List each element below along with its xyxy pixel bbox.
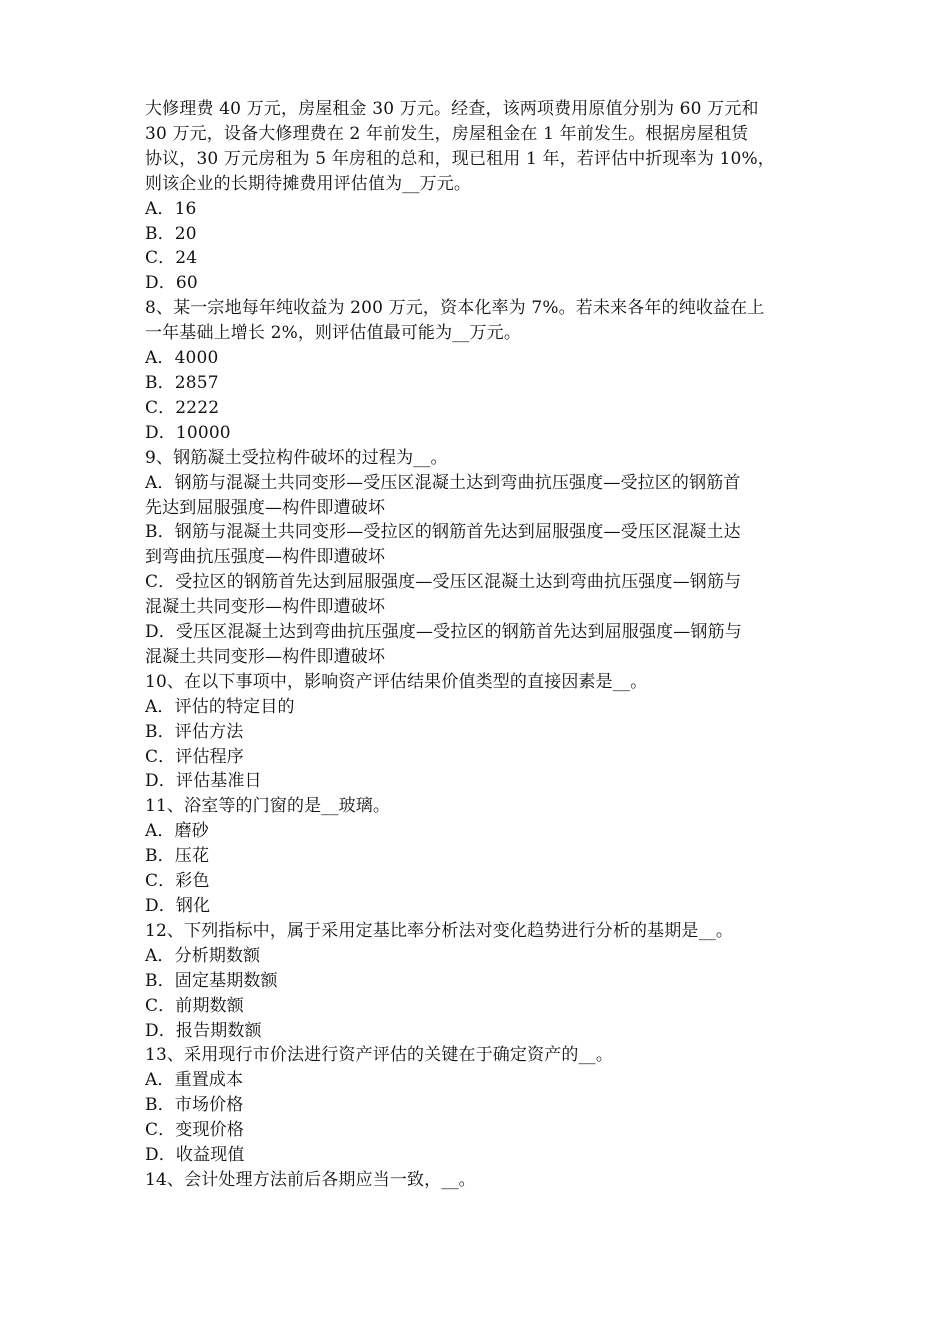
option-b: B．评估方法 <box>145 721 244 742</box>
option-b: B．固定基期数额 <box>145 970 278 991</box>
option-d: D．10000 <box>145 422 231 443</box>
option-a: A．磨砂 <box>145 821 209 842</box>
question-11-line: 11、浴室等的门窗的是__玻璃。 <box>145 796 391 817</box>
option-b-continued: 到弯曲抗压强度—构件即遭破坏 <box>145 547 386 568</box>
option-c: C．前期数额 <box>145 995 244 1016</box>
option-a: A．16 <box>145 198 197 219</box>
option-d: D．收益现值 <box>145 1145 245 1166</box>
option-a: A．重置成本 <box>145 1070 244 1091</box>
text-line: 30 万元，设备大修理费在 2 年前发生，房屋租金在 1 年前发生。根据房屋租赁 <box>145 123 749 144</box>
option-d: D．60 <box>145 273 198 294</box>
question-10-line: 10、在以下事项中，影响资产评估结果价值类型的直接因素是__。 <box>145 671 648 692</box>
option-a: A．钢筋与混凝土共同变形—受压区混凝土达到弯曲抗压强度—受拉区的钢筋首 <box>145 472 741 493</box>
option-d: D．受压区混凝土达到弯曲抗压强度—受拉区的钢筋首先达到屈服强度—钢筋与 <box>145 622 742 643</box>
option-d: D．报告期数额 <box>145 1020 262 1041</box>
option-c: C．变现价格 <box>145 1120 244 1141</box>
option-c: C．彩色 <box>145 871 210 892</box>
option-a: A．分析期数额 <box>145 945 261 966</box>
option-d: D．评估基准日 <box>145 771 262 792</box>
option-c: C．受拉区的钢筋首先达到屈服强度—受压区混凝土达到弯曲抗压强度—钢筋与 <box>145 572 742 593</box>
option-c: C．24 <box>145 248 198 269</box>
option-c-continued: 混凝土共同变形—构件即遭破坏 <box>145 597 386 618</box>
text-line: 大修理费 40 万元，房屋租金 30 万元。经查，该两项费用原值分别为 60 万元和 <box>145 99 759 119</box>
text-line: 协议，30 万元房租为 5 年房租的总和，现已租用 1 年，若评估中折现率为 10%， <box>145 148 775 169</box>
option-b: B．钢筋与混凝土共同变形—受拉区的钢筋首先达到屈服强度—受压区混凝土达 <box>145 522 741 543</box>
question-8-line: 8、某一宗地每年纯收益为 200 万元，资本化率为 7%。若未来各年的纯收益在上 <box>145 298 765 319</box>
question-8-line: 一年基础上增长 2%，则评估值最可能为__万元。 <box>145 323 521 344</box>
option-c: C．评估程序 <box>145 746 244 767</box>
option-a: A．4000 <box>145 348 219 369</box>
document-body <box>145 97 813 1193</box>
option-b: B．20 <box>145 223 197 244</box>
option-b: B．市场价格 <box>145 1095 244 1116</box>
text-line: 则该企业的长期待摊费用评估值为__万元。 <box>145 173 471 194</box>
option-d: D．钢化 <box>145 896 211 916</box>
option-a-continued: 先达到屈服强度—构件即遭破坏 <box>145 497 386 518</box>
question-9-line: 9、钢筋凝土受拉构件破坏的过程为__。 <box>145 447 448 468</box>
option-c: C．2222 <box>145 397 220 418</box>
question-12-line: 12、下列指标中，属于采用定基比率分析法对变化趋势进行分析的基期是__。 <box>145 920 734 941</box>
option-b: B．压花 <box>145 846 210 867</box>
question-14-line: 14、会计处理方法前后各期应当一致，__。 <box>145 1169 476 1190</box>
option-d-continued: 混凝土共同变形—构件即遭破坏 <box>145 646 386 667</box>
option-a: A．评估的特定目的 <box>145 696 295 717</box>
question-13-line: 13、采用现行市价法进行资产评估的关键在于确定资产的__。 <box>145 1045 613 1066</box>
option-b: B．2857 <box>145 372 219 393</box>
